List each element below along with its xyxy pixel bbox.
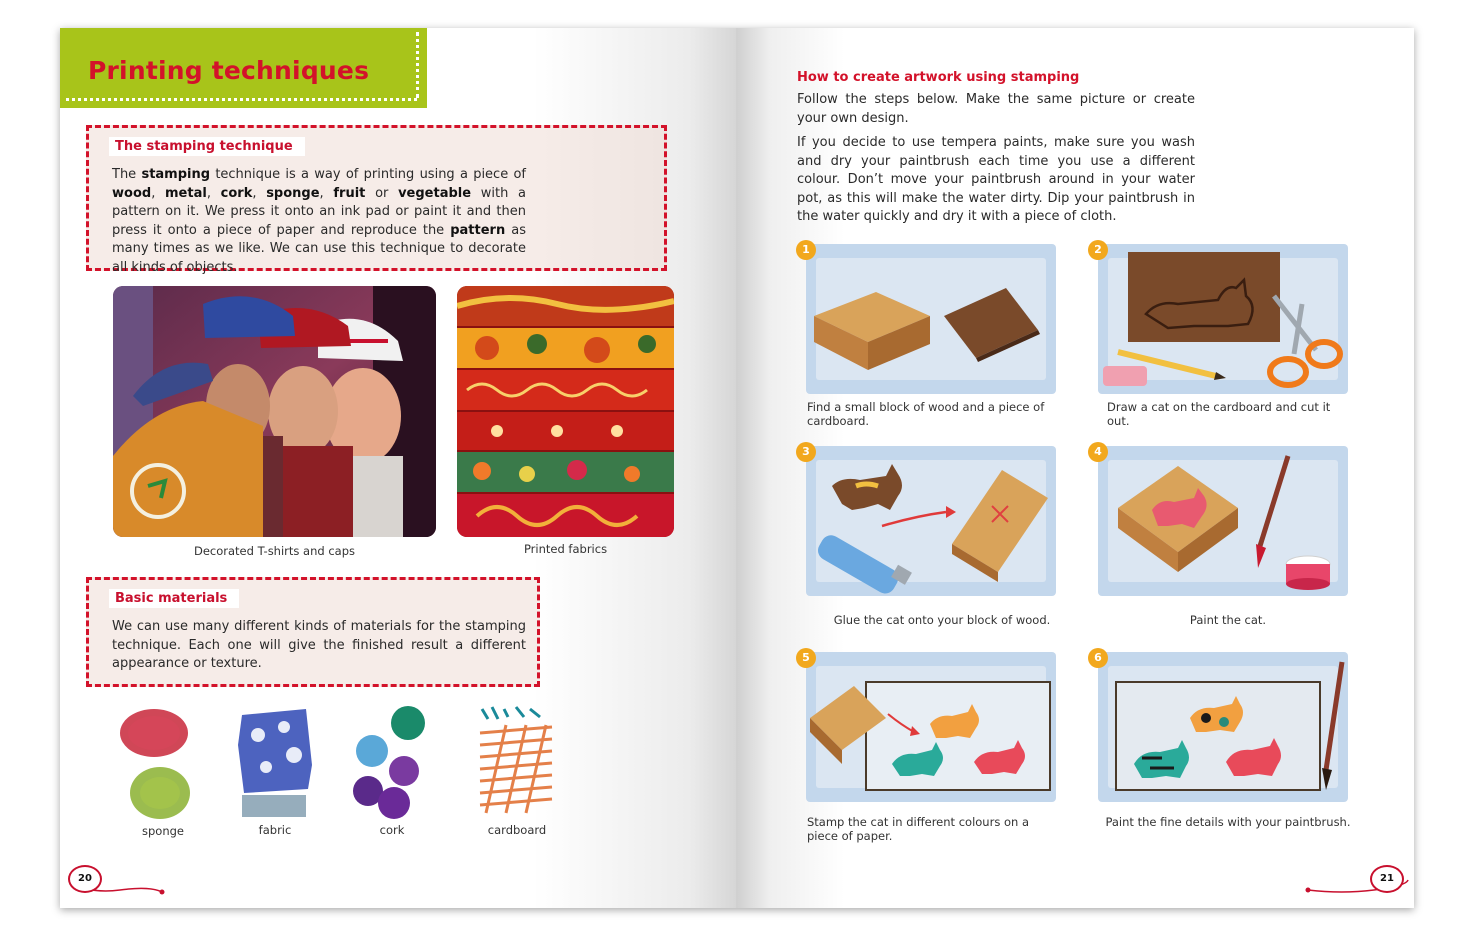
cardboard-label: cardboard [487, 823, 547, 837]
intro-text: Follow the steps below. Make the same picture or create your own design. [797, 92, 1195, 126]
draw-cat-cardboard-illustration [1098, 244, 1348, 394]
step-caption: Draw a cat on the cardboard and cut it out. [1107, 400, 1331, 428]
sponge-label: sponge [142, 824, 184, 838]
paint-details-illustration [1098, 652, 1348, 802]
cork-swatch [352, 705, 432, 821]
sponge-swatch [116, 703, 196, 823]
step-number-badge: 5 [796, 648, 816, 668]
right-heading: How to create artwork using stamping [797, 70, 1080, 85]
step-number-badge: 2 [1088, 240, 1108, 260]
tshirts-caps-photo [113, 286, 436, 537]
step-caption: Glue the cat onto your block of wood. [833, 613, 1051, 627]
fabric-label: fabric [258, 823, 292, 837]
page-title: Printing techniques [88, 56, 370, 85]
photo-caption: Printed fabrics [523, 542, 608, 556]
step-number-badge: 4 [1088, 442, 1108, 462]
glue-cat-illustration [806, 446, 1056, 596]
stamping-box [86, 125, 667, 275]
photo-caption: Decorated T-shirts and caps [193, 544, 356, 558]
step-number-badge: 6 [1088, 648, 1108, 668]
page-number: 20 [68, 865, 102, 893]
step-2 [1088, 244, 1348, 394]
materials-heading: Basic materials [109, 589, 239, 608]
stamp-cats-illustration [806, 652, 1056, 802]
right-page [736, 28, 1414, 908]
step-caption: Paint the cat. [1189, 613, 1267, 627]
cork-label: cork [379, 823, 405, 837]
left-page [60, 28, 736, 908]
wood-block-cardboard-illustration [806, 244, 1056, 394]
step-1 [796, 244, 1056, 394]
paint-cat-illustration [1098, 446, 1348, 596]
step-6 [1088, 652, 1348, 802]
title-banner [60, 28, 427, 108]
dotted-border [66, 98, 417, 101]
stamping-text: The stamping technique is a way of printing using a piece of wood, metal, cork, sponge, fruit or vegetable with a pattern on it. We press it onto an ink pad or paint it and then press it onto a piece of paper and reproduce the pattern as many times as we like. We can use this technique to decorate all kinds of objects. [112, 167, 526, 275]
fabric-swatch [236, 705, 316, 819]
step-number-badge: 3 [796, 442, 816, 462]
materials-text: We can use many different kinds of materials for the stamping technique. Each one will give the finished result a different appearance or texture. [112, 619, 526, 671]
materials-box [86, 577, 540, 687]
book-spread [60, 28, 1414, 908]
step-3 [796, 446, 1056, 596]
step-caption: Find a small block of wood and a piece of cardboard. [807, 400, 1045, 428]
step-5 [796, 652, 1056, 802]
stamping-heading: The stamping technique [109, 137, 305, 156]
page-number: 21 [1370, 865, 1404, 893]
step-caption: Paint the fine details with your paintbrush. [1105, 815, 1351, 829]
cardboard-swatch [476, 703, 556, 823]
advice-text: If you decide to use tempera paints, make sure you wash and dry your paintbrush each time you use a different colour. Don’t move your paintbrush around in your water pot, as this will make the water dirty. Dip your paintbrush in the water quickly and dry it with a piece of cloth. [797, 135, 1195, 224]
step-number-badge: 1 [796, 240, 816, 260]
printed-fabrics-photo [457, 286, 674, 537]
step-4 [1088, 446, 1348, 596]
step-caption: Stamp the cat in different colours on a piece of paper. [807, 815, 1029, 843]
dotted-border [416, 32, 419, 98]
